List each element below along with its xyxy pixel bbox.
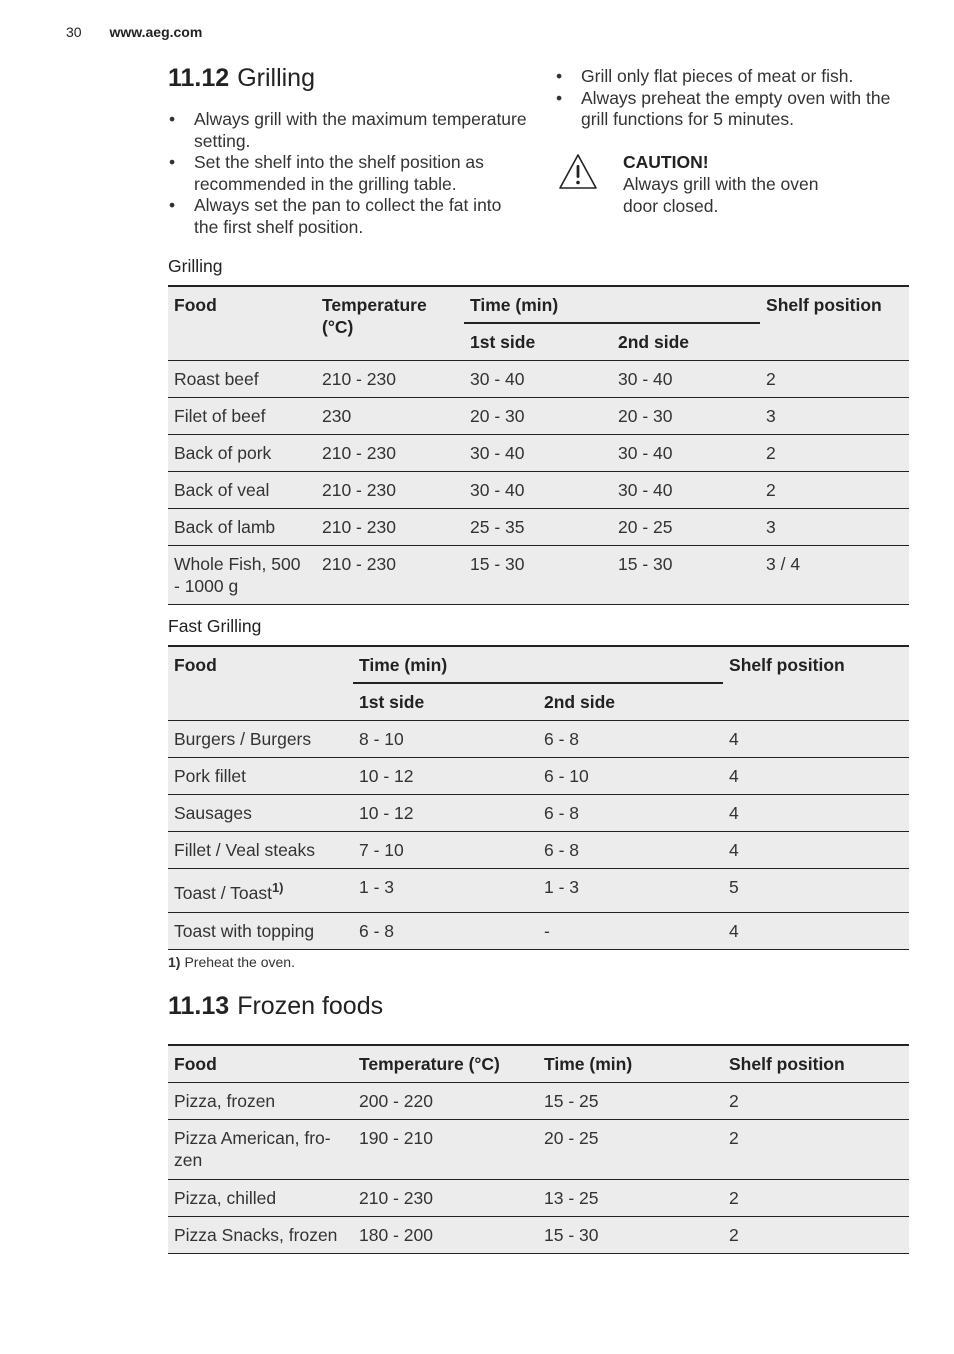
cell-first-side: 15 - 30 xyxy=(464,545,612,604)
cell-food: Back of lamb xyxy=(168,508,316,545)
cell-second-side: 6 - 8 xyxy=(538,720,723,757)
section-title-text: Grilling xyxy=(237,64,315,92)
caution-title: CAUTION! xyxy=(623,151,709,172)
footnote-text: Preheat the oven. xyxy=(184,954,295,970)
cell-food: Fillet / Veal steaks xyxy=(168,831,353,868)
cell-food: Back of pork xyxy=(168,434,316,471)
cell-second-side: - xyxy=(538,912,723,949)
cell-time: 13 - 25 xyxy=(538,1179,723,1216)
col-header-shelf: Shelf position xyxy=(723,1045,909,1082)
col-header-time: Time (min) xyxy=(353,646,723,683)
col-header-second-side: 2nd side xyxy=(538,683,723,720)
grilling-table xyxy=(168,285,909,605)
col-header-second-side: 2nd side xyxy=(612,323,760,360)
section-number: 11.12 xyxy=(168,64,230,92)
cell-food: Pizza American, fro- zen xyxy=(168,1119,353,1179)
table-row xyxy=(168,1216,909,1253)
col-header-shelf: Shelf position xyxy=(760,286,909,360)
cell-second-side: 6 - 8 xyxy=(538,794,723,831)
cell-shelf: 3 xyxy=(760,397,909,434)
cell-shelf: 2 xyxy=(723,1082,909,1119)
table-row xyxy=(168,912,909,949)
table-row xyxy=(168,508,909,545)
section-title-frozen-foods xyxy=(168,992,383,1021)
fast-grilling-table-caption: Fast Grilling xyxy=(168,616,262,636)
table-row xyxy=(168,720,909,757)
cell-food: Pizza, frozen xyxy=(168,1082,353,1119)
col-header-food: Food xyxy=(168,646,353,720)
cell-temp: 230 xyxy=(316,397,464,434)
table-row xyxy=(168,757,909,794)
cell-second-side: 1 - 3 xyxy=(538,868,723,912)
cell-temp: 210 - 230 xyxy=(316,434,464,471)
cell-temp: 210 - 230 xyxy=(316,545,464,604)
bullet-item: • Grill only flat pieces of meat or fish. xyxy=(555,66,910,88)
cell-first-side: 7 - 10 xyxy=(353,831,538,868)
cell-temp: 200 - 220 xyxy=(353,1082,538,1119)
cell-first-side: 30 - 40 xyxy=(464,434,612,471)
cell-food-text: Toast / Toast xyxy=(174,882,272,903)
cell-shelf: 2 xyxy=(760,360,909,397)
table-row xyxy=(168,1119,909,1179)
site-url: www.aeg.com xyxy=(109,24,203,40)
cell-shelf: 2 xyxy=(760,434,909,471)
cell-temp: 210 - 230 xyxy=(316,471,464,508)
footnote-mark: 1) xyxy=(168,954,181,970)
cell-shelf: 4 xyxy=(723,912,909,949)
cell-temp: 210 - 230 xyxy=(353,1179,538,1216)
cell-second-side: 15 - 30 xyxy=(612,545,760,604)
cell-second-side: 6 - 8 xyxy=(538,831,723,868)
table-row xyxy=(168,397,909,434)
bullet-item: • Always grill with the maximum temperature setting. xyxy=(168,109,528,152)
table-row xyxy=(168,868,909,912)
cell-shelf: 4 xyxy=(723,720,909,757)
cell-temp: 190 - 210 xyxy=(353,1119,538,1179)
cell-shelf: 3 / 4 xyxy=(760,545,909,604)
col-header-time: Time (min) xyxy=(538,1045,723,1082)
cell-food xyxy=(168,868,353,912)
table-footnote xyxy=(168,954,295,970)
section-number: 11.13 xyxy=(168,992,230,1020)
table-row xyxy=(168,794,909,831)
cell-shelf: 2 xyxy=(723,1179,909,1216)
cell-food: Roast beef xyxy=(168,360,316,397)
cell-time: 20 - 25 xyxy=(538,1119,723,1179)
cell-first-side: 30 - 40 xyxy=(464,360,612,397)
bullet-item: • Always set the pan to collect the fat into the first shelf position. xyxy=(168,195,528,238)
cell-second-side: 20 - 25 xyxy=(612,508,760,545)
col-header-temperature: Temperature (°C) xyxy=(316,286,464,360)
col-header-first-side: 1st side xyxy=(353,683,538,720)
page-number: 30 xyxy=(66,24,82,40)
page-header xyxy=(66,24,202,40)
cell-first-side: 25 - 35 xyxy=(464,508,612,545)
cell-shelf: 4 xyxy=(723,757,909,794)
col-header-time: Time (min) xyxy=(464,286,760,323)
table-row xyxy=(168,360,909,397)
cell-food: Pork fillet xyxy=(168,757,353,794)
frozen-foods-table xyxy=(168,1044,909,1254)
cell-time: 15 - 25 xyxy=(538,1082,723,1119)
cell-second-side: 6 - 10 xyxy=(538,757,723,794)
cell-first-side: 20 - 30 xyxy=(464,397,612,434)
table-row xyxy=(168,831,909,868)
cell-food: Back of veal xyxy=(168,471,316,508)
caution-box xyxy=(555,151,910,221)
grilling-table-caption: Grilling xyxy=(168,256,223,276)
grilling-bullets-left xyxy=(168,109,528,238)
cell-first-side: 8 - 10 xyxy=(353,720,538,757)
cell-shelf: 5 xyxy=(723,868,909,912)
cell-shelf: 3 xyxy=(760,508,909,545)
cell-second-side: 30 - 40 xyxy=(612,471,760,508)
table-row xyxy=(168,545,909,604)
table-row xyxy=(168,1082,909,1119)
cell-temp: 210 - 230 xyxy=(316,508,464,545)
table-row xyxy=(168,471,909,508)
cell-food: Pizza, chilled xyxy=(168,1179,353,1216)
col-header-temperature: Temperature (°C) xyxy=(353,1045,538,1082)
cell-shelf: 4 xyxy=(723,831,909,868)
cell-first-side: 1 - 3 xyxy=(353,868,538,912)
grilling-intro-right xyxy=(555,66,910,221)
cell-food: Filet of beef xyxy=(168,397,316,434)
col-header-food: Food xyxy=(168,286,316,360)
footnote-marker: 1) xyxy=(271,879,284,895)
warning-triangle-icon xyxy=(558,153,598,191)
cell-first-side: 10 - 12 xyxy=(353,794,538,831)
col-header-food: Food xyxy=(168,1045,353,1082)
cell-first-side: 30 - 40 xyxy=(464,471,612,508)
cell-first-side: 6 - 8 xyxy=(353,912,538,949)
cell-second-side: 30 - 40 xyxy=(612,434,760,471)
section-title-text: Frozen foods xyxy=(237,992,384,1020)
cell-food: Burgers / Burgers xyxy=(168,720,353,757)
table-row xyxy=(168,434,909,471)
grilling-intro-left xyxy=(168,64,528,238)
cell-temp: 210 - 230 xyxy=(316,360,464,397)
caution-text-block xyxy=(623,151,853,217)
caution-message: Always grill with the oven door closed. xyxy=(623,173,819,216)
cell-food: Pizza Snacks, frozen xyxy=(168,1216,353,1253)
cell-first-side: 10 - 12 xyxy=(353,757,538,794)
cell-shelf: 4 xyxy=(723,794,909,831)
bullet-item: • Always preheat the empty oven with the grill functions for 5 minutes. xyxy=(555,88,910,131)
cell-food: Toast with topping xyxy=(168,912,353,949)
cell-shelf: 2 xyxy=(723,1119,909,1179)
col-header-shelf: Shelf position xyxy=(723,646,909,720)
fast-grilling-table xyxy=(168,645,909,950)
cell-second-side: 20 - 30 xyxy=(612,397,760,434)
table-row xyxy=(168,1179,909,1216)
cell-food: Whole Fish, 500 - 1000 g xyxy=(168,545,316,604)
cell-shelf: 2 xyxy=(723,1216,909,1253)
cell-shelf: 2 xyxy=(760,471,909,508)
cell-food: Sausages xyxy=(168,794,353,831)
bullet-item: • Set the shelf into the shelf position as recommended in the grilling table. xyxy=(168,152,528,195)
cell-second-side: 30 - 40 xyxy=(612,360,760,397)
col-header-first-side: 1st side xyxy=(464,323,612,360)
section-title-grilling xyxy=(168,64,528,93)
grilling-bullets-right xyxy=(555,66,910,131)
cell-temp: 180 - 200 xyxy=(353,1216,538,1253)
cell-time: 15 - 30 xyxy=(538,1216,723,1253)
